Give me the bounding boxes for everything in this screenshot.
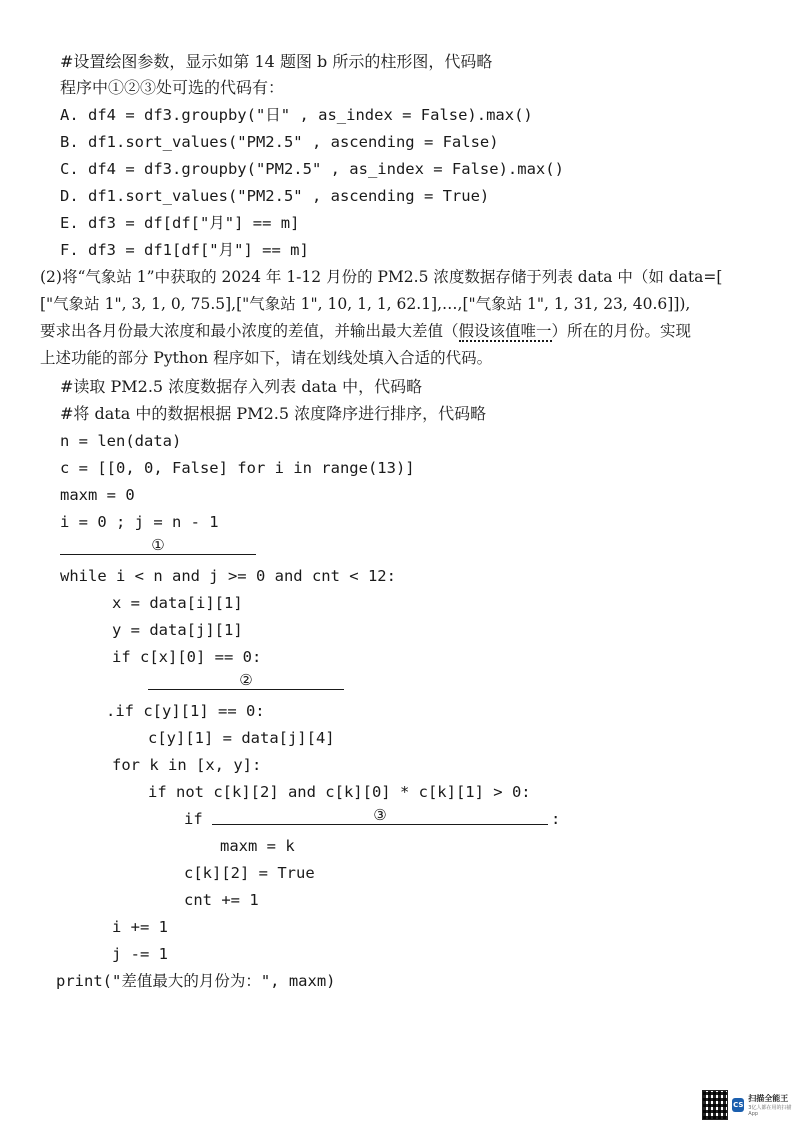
options-intro: 程序中①②③处可选的代码有： (60, 78, 285, 97)
code-line-n: n = len(data) (60, 432, 182, 450)
scanner-brand-name: 扫描全能王 (748, 1094, 789, 1103)
code-line-if-cx: if c[x][0] == 0: (112, 648, 262, 666)
code-line-if-cy: .if c[y][1] == 0: (106, 702, 265, 720)
qr-code-icon (702, 1090, 728, 1120)
question-2-line-1: (2)将“气象站 1”中获取的 2024 年 1-12 月份的 PM2.5 浓度数据存储于列表 data 中（如 data=[ (40, 268, 723, 286)
scanner-brand-sub: 3亿人都在用的扫描App (748, 1105, 792, 1117)
question-2-line-3-start: 要求出各月份最大浓度和最小浓度的差值，并输出最大差值（ (40, 322, 459, 340)
code-line-x: x = data[i][1] (112, 594, 243, 612)
camscanner-logo-icon: CS (732, 1098, 744, 1112)
code-line-maxm: maxm = 0 (60, 486, 135, 504)
question-2-line-2: ["气象站 1", 3, 1, 0, 75.5],["气象站 1", 10, 1, 1, 62.1],…,["气象站 1", 1, 31, 23, 40.6]]), (40, 295, 691, 313)
code-line-i-inc: i += 1 (112, 918, 168, 936)
code-line-ck2: c[k][2] = True (184, 864, 315, 882)
question-2-line-3-end: ）所在的月份。实现 (551, 322, 692, 340)
comment-sort-data: #将 data 中的数据根据 PM2.5 浓度降序进行排序，代码略 (60, 404, 487, 423)
code-line-c: c = [[0, 0, False] for i in range(13)] (60, 459, 415, 477)
option-d: D. df1.sort_values("PM2.5" , ascending = True) (60, 187, 490, 205)
code-line-cnt: cnt += 1 (184, 891, 259, 909)
code-line-while: while i < n and j >= 0 and cnt < 12: (60, 567, 396, 585)
code-line-print: print("差值最大的月份为：", maxm) (56, 972, 336, 990)
scanner-watermark (702, 1088, 794, 1122)
code-line-if-colon: : (551, 810, 561, 828)
option-a: A. df4 = df3.groupby("日" , as_index = False).max() (60, 106, 533, 124)
comment-read-data: #读取 PM2.5 浓度数据存入列表 data 中，代码略 (60, 377, 423, 396)
blank-1[interactable]: ① (60, 536, 256, 555)
question-2-line-3 (40, 321, 691, 343)
blank-3[interactable]: ③ (212, 806, 548, 825)
code-line-if-not: if not c[k][2] and c[k][0] * c[k][1] > 0: (148, 783, 531, 801)
code-line-ij: i = 0 ; j = n - 1 (60, 513, 219, 531)
option-c: C. df4 = df3.groupby("PM2.5" , as_index = False).max() (60, 160, 564, 178)
code-line-for: for k in [x, y]: (112, 756, 262, 774)
option-e: E. df3 = df[df["月"] == m] (60, 214, 300, 232)
code-line-if-blank: if (184, 810, 203, 828)
emphasis-unique-assumption: 假设该值唯一 (458, 322, 552, 340)
code-line-maxm-assign: maxm = k (220, 837, 295, 855)
comment-plot-params: #设置绘图参数，显示如第 14 题图 b 所示的柱形图，代码略 (60, 52, 493, 71)
code-line-j-dec: j -= 1 (112, 945, 168, 963)
scanner-brand (748, 1093, 794, 1117)
option-b: B. df1.sort_values("PM2.5" , ascending = False) (60, 133, 499, 151)
option-f: F. df3 = df1[df["月"] == m] (60, 241, 309, 259)
code-line-y: y = data[j][1] (112, 621, 243, 639)
code-line-cy-assign: c[y][1] = data[j][4] (148, 729, 335, 747)
blank-2[interactable]: ② (148, 671, 344, 690)
question-2-line-4: 上述功能的部分 Python 程序如下，请在划线处填入合适的代码。 (40, 349, 493, 367)
